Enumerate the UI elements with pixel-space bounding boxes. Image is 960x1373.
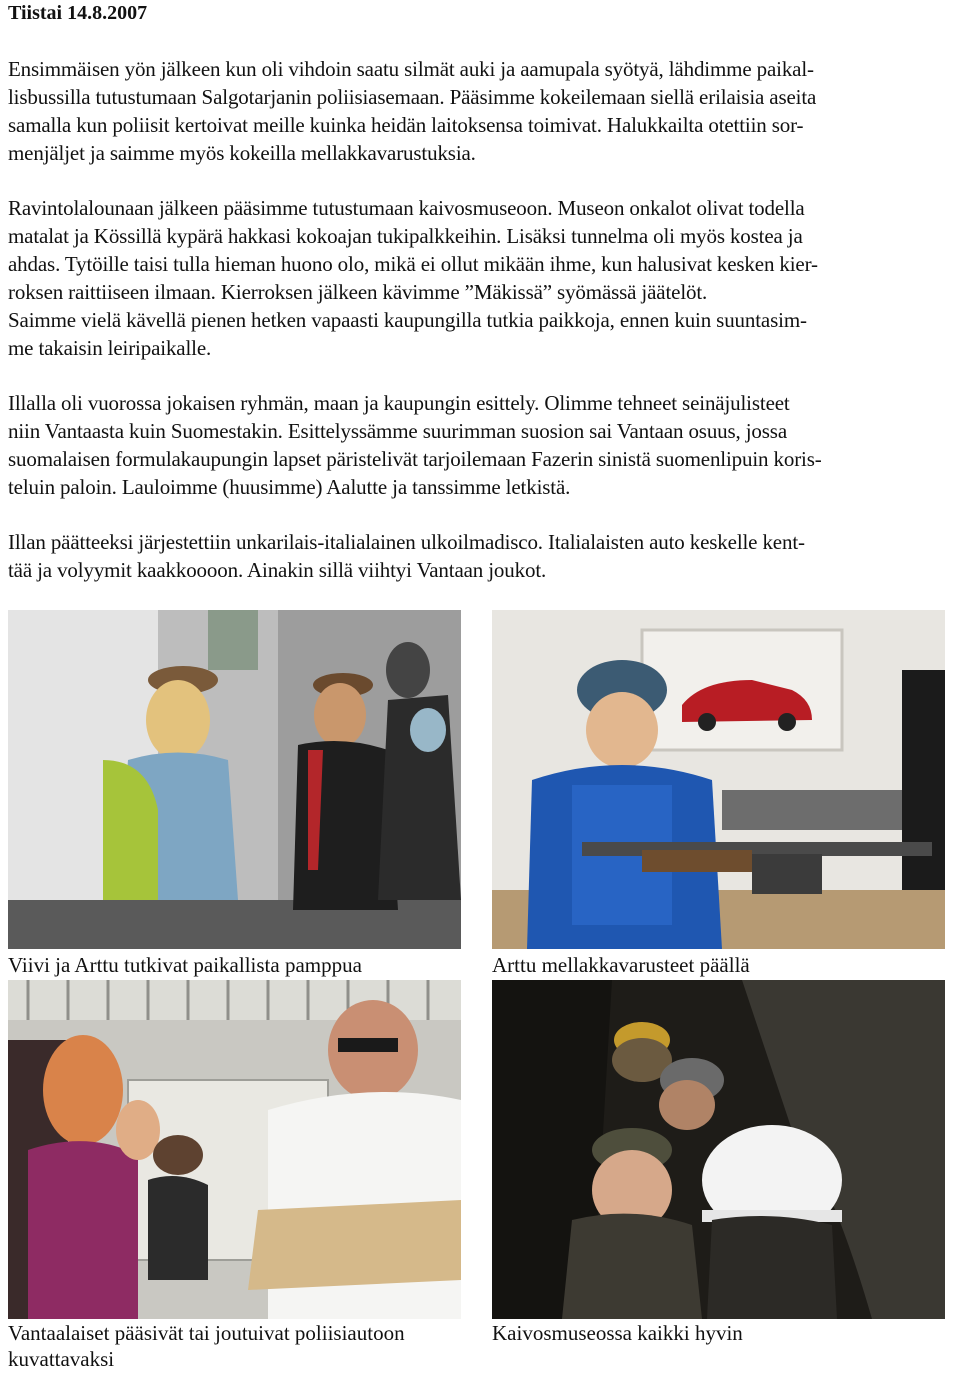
text-line: menjäljet ja saimme myös kokeilla mellakkavarustuksia. (8, 141, 476, 165)
photo-caption: kuvattavaksi (8, 1347, 115, 1371)
page-title: Tiistai 14.8.2007 (8, 2, 148, 24)
photo-caption: Arttu mellakkavarusteet päällä (492, 953, 750, 977)
text-line: Ensimmäisen yön jälkeen kun oli vihdoin saatu silmät auki ja aamupala syötyä, lähdimme paikal- (8, 57, 814, 81)
text-line: Illan päätteeksi järjestettiin unkarilais-italialainen ulkoilmadisco. Italialaisten auto keskelle kent- (8, 530, 805, 554)
paragraph-4 (8, 528, 956, 584)
paragraph-3 (8, 389, 956, 501)
text-line: teluin paloin. Lauloimme (huusimme) Aalutte ja tanssimme letkistä. (8, 475, 571, 499)
text-line: suomalaisen formulakaupungin lapset päristelivät tarjoilemaan Fazerin sinistä suomenlipuin koris- (8, 447, 822, 471)
photo-riot-gear (492, 610, 945, 949)
text-line: matalat ja Kössillä kypärä hakkasi kokoajan tukipalkkeihin. Lisäksi tunnelma oli myös kostea ja (8, 224, 803, 248)
text-line: tää ja volyymit kaakkoooon. Ainakin sillä viihtyi Vantaan joukot. (8, 558, 547, 582)
photo-caption: Vantaalaiset pääsivät tai joutuivat poliisiautoon (8, 1321, 405, 1345)
text-line: samalla kun poliisit kertoivat meille kuinka heidän laitoksensa toimivat. Halukkailta otettiin sor- (8, 113, 804, 137)
text-line: Illalla oli vuorossa jokaisen ryhmän, maan ja kaupungin esittely. Olimme tehneet seinäjulisteet (8, 391, 790, 415)
photo-police-station (8, 610, 461, 949)
text-line: me takaisin leiripaikalle. (8, 336, 212, 360)
text-line: Ravintolalounaan jälkeen pääsimme tutustumaan kaivosmuseoon. Museon onkalot olivat todella (8, 196, 805, 220)
text-line: Saimme vielä kävellä pienen hetken vapaasti kaupungilla tutkia paikkoja, ennen kuin suuntasim- (8, 308, 807, 332)
text-line: ahdas. Tytöille taisi tulla hieman huono olo, mikä ei ollut mikään ihme, kun halusivat kesken kier- (8, 252, 818, 276)
text-line: niin Vantaasta kuin Suomestakin. Esittelyssämme suurimman suosion sai Vantaan osuus, jossa (8, 419, 787, 443)
photo-mine-museum (492, 980, 945, 1319)
photo-caption: Viivi ja Arttu tutkivat paikallista pamppua (8, 953, 362, 977)
text-line: lisbussilla tutustumaan Salgotarjanin poliisiasemaan. Pääsimme kokeilemaan siellä erilaisia aseita (8, 85, 817, 109)
photo-police-van (8, 980, 461, 1319)
paragraph-1 (8, 55, 956, 167)
text-line: roksen raittiiseen ilmaan. Kierroksen jälkeen kävimme ”Mäkissä” syömässä jäätelöt. (8, 280, 708, 304)
photo-caption: Kaivosmuseossa kaikki hyvin (492, 1321, 743, 1345)
paragraph-2 (8, 194, 956, 362)
